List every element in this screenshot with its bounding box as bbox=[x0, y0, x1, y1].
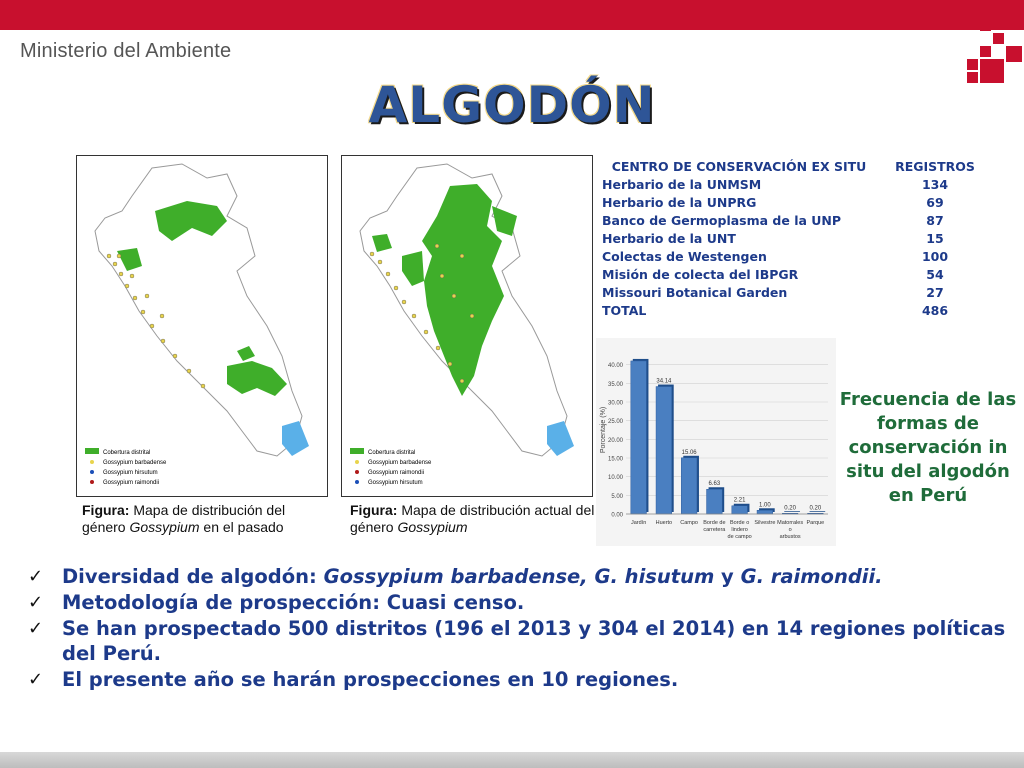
checkmark-icon: ✓ bbox=[28, 566, 44, 587]
checkmark-icon: ✓ bbox=[28, 618, 44, 639]
chart-xtick-label: Matorrales o arbustos bbox=[777, 520, 804, 540]
map2-legend-2: Gossypium barbadense bbox=[368, 460, 432, 466]
table-cell-value: 15 bbox=[926, 231, 944, 246]
table-cell-value: 69 bbox=[926, 195, 944, 210]
chart-title: Frecuencia de las formas de conservación in situ del algodón en Perú bbox=[839, 389, 1017, 506]
chart-xtick-label: Jardín bbox=[630, 520, 647, 526]
chart-ytick-label: 25.00 bbox=[607, 419, 623, 426]
chart-ytick-label: 15.00 bbox=[607, 456, 623, 463]
chart-ytick-label: 5.00 bbox=[611, 493, 623, 500]
bullet-item-districts: ✓ Se han prospectado 500 distritos (196 el 2013 y 304 el 2014) en 14 regiones políticas del Perú. bbox=[28, 617, 1006, 665]
checkmark-icon: ✓ bbox=[28, 669, 44, 690]
table-cell-name: Herbario de la UNPRG bbox=[602, 195, 757, 210]
map-current-distribution bbox=[341, 155, 593, 497]
chart-bar bbox=[631, 361, 647, 514]
chart-bar-shadow bbox=[784, 511, 800, 512]
top-red-bar bbox=[0, 0, 1024, 30]
chart-ytick-label: 10.00 bbox=[607, 475, 623, 482]
table-cell-value: 54 bbox=[926, 267, 944, 282]
chart-bar-shadow bbox=[810, 511, 826, 512]
table-total-row bbox=[600, 302, 992, 320]
table-total-label: TOTAL bbox=[602, 303, 647, 318]
table-total-value: 486 bbox=[921, 303, 949, 318]
bullet-item-methodology: ✓ Metodología de prospección: Cuasi censo. bbox=[28, 591, 525, 614]
table-row bbox=[600, 248, 992, 266]
chart-ylabel: Porcentaje (%) bbox=[600, 406, 607, 454]
chart-data-label: 2.21 bbox=[733, 497, 746, 504]
map2-legend-4: Gossypium hirsutum bbox=[368, 480, 423, 486]
table-row bbox=[600, 212, 992, 230]
bullet-item-regions: ✓ El presente año se harán prospecciones en 10 regiones. bbox=[28, 668, 679, 691]
table-row bbox=[600, 284, 992, 302]
table-cell-value: 134 bbox=[921, 177, 949, 192]
table-cell-value: 27 bbox=[926, 285, 944, 300]
table-cell-value: 87 bbox=[926, 213, 944, 228]
slide-title: ALGODÓN bbox=[368, 76, 656, 134]
table-row bbox=[600, 266, 992, 284]
chart-ytick-label: 35.00 bbox=[607, 381, 623, 388]
table-cell-name: Herbario de la UNMSM bbox=[602, 177, 762, 192]
chart-bar bbox=[732, 506, 748, 514]
chart-ytick-label: 30.00 bbox=[607, 400, 623, 407]
map2-legend-3: Gossypium raimondii bbox=[368, 470, 425, 476]
table-row bbox=[600, 194, 992, 212]
chart-xtick-label: Huerto bbox=[655, 520, 673, 526]
map2-caption: Figura: Mapa de distribución actual del género Gossypium bbox=[350, 502, 595, 535]
table-header-records: REGISTROS bbox=[895, 159, 975, 174]
chart-xtick-label: Borde de carretera bbox=[703, 520, 726, 533]
table-cell-name: Herbario de la UNT bbox=[602, 231, 736, 246]
chart-ytick-label: 40.00 bbox=[607, 363, 623, 370]
map1-legend-4: Gossypium raimondii bbox=[103, 480, 160, 486]
bullet-list bbox=[28, 564, 1008, 693]
map1-legend-1: Cobertura distrital bbox=[103, 450, 151, 456]
chart-data-label: 34.14 bbox=[656, 378, 672, 385]
map2-legend-1: Cobertura distrital bbox=[368, 450, 416, 456]
chart-bar bbox=[681, 458, 697, 514]
table-row bbox=[600, 176, 992, 194]
table-cell-value: 100 bbox=[921, 249, 949, 264]
chart-data-label: 1.00 bbox=[759, 502, 771, 509]
table-row bbox=[600, 230, 992, 248]
map1-caption: Figura: Mapa de distribución del género Gossypium en el pasado bbox=[82, 502, 286, 535]
bullet-item-diversity: ✓ Diversidad de algodón: Gossypium barbadense, G. hisutum y G. raimondii. bbox=[28, 565, 883, 588]
table-cell-name: Misión de colecta del IBPGR bbox=[602, 267, 799, 282]
chart-bar bbox=[707, 489, 723, 514]
conservation-bar-chart bbox=[596, 338, 836, 546]
chart-ytick-label: 0.00 bbox=[611, 512, 623, 519]
chart-data-label: 0.20 bbox=[784, 505, 796, 512]
map1-legend-2: Gossypium barbadense bbox=[103, 460, 167, 466]
chart-xtick-label: Campo bbox=[680, 520, 698, 526]
chart-xtick-label: Parque bbox=[806, 520, 825, 526]
conservation-table bbox=[600, 158, 992, 320]
table-header-row bbox=[600, 158, 992, 176]
chart-data-label: 6.63 bbox=[708, 481, 721, 488]
chart-xtick-label: Silvestre bbox=[754, 520, 776, 526]
map-past-distribution bbox=[76, 155, 328, 497]
ministry-name: Ministerio del Ambiente bbox=[20, 40, 232, 62]
chart-ytick-label: 20.00 bbox=[607, 437, 623, 444]
chart-bar bbox=[757, 510, 773, 514]
chart-data-label: 15.06 bbox=[681, 449, 697, 456]
table-cell-name: Banco de Germoplasma de la UNP bbox=[602, 213, 842, 228]
table-cell-name: Missouri Botanical Garden bbox=[602, 285, 788, 300]
map1-legend-3: Gossypium hirsutum bbox=[103, 470, 158, 476]
chart-xtick-label: Borde o lindero de campo bbox=[727, 520, 752, 540]
table-header-center: CENTRO DE CONSERVACIÓN EX SITU bbox=[611, 159, 867, 174]
checkmark-icon: ✓ bbox=[28, 592, 44, 613]
chart-data-label: 0.20 bbox=[809, 505, 822, 512]
table-cell-name: Colectas de Westengen bbox=[602, 249, 767, 264]
chart-bar bbox=[656, 387, 672, 514]
bottom-gray-bar bbox=[0, 752, 1024, 768]
